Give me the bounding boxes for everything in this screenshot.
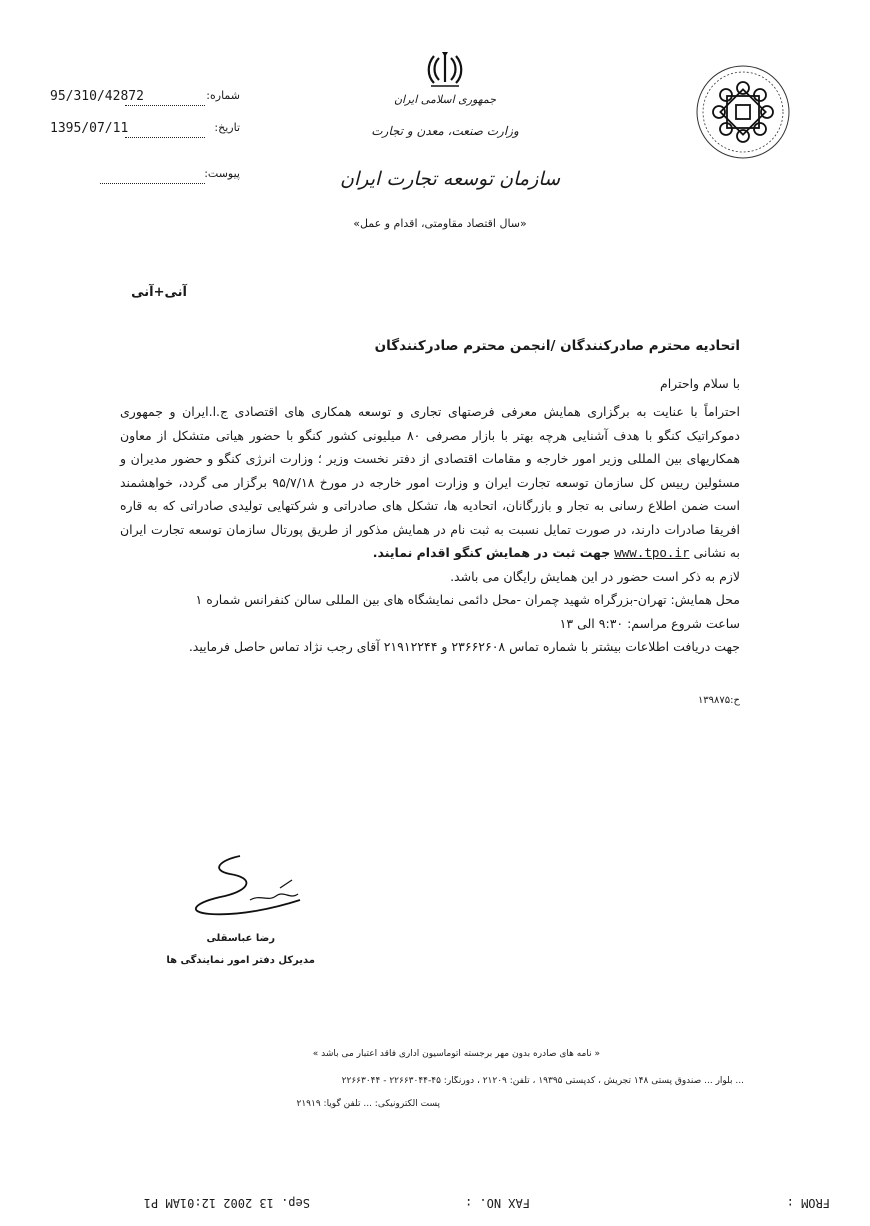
year-motto: «سال اقتصاد مقاومتی، اقدام و عمل» — [353, 217, 527, 230]
urgency-label: آنی+آنی — [131, 285, 187, 300]
footer-address: ... بلوار ... صندوق پستی ۱۴۸ تجریش ، کدپستی ۱۹۳۹۵ ، تلفن: ۲۱۲۰۹ ، دورنگار: ۴۵-۲۲۶۶۳۰۴۴ - ۲۲۶۶۳۰۴۴ — [341, 1076, 744, 1086]
letter-number-value: 95/310/42872 — [50, 89, 144, 104]
contact-line: جهت دریافت اطلاعات بیشتر با شماره تماس ۲۳۶۶۲۶۰۸ و ۲۱۹۱۲۲۴۴ آقای رجب نژاد تماس حاصل فرمایید. — [188, 639, 740, 654]
fax-datetime: Sep. 13 2002 12:01AM P1 — [143, 1196, 310, 1210]
fax-number: FAX NO. : — [464, 1196, 530, 1210]
venue-line: محل همایش: تهران-بزرگراه شهید چمران -محل دائمی نمایشگاه های بین المللی سالن کنفرانس شماره ۱ — [195, 592, 740, 607]
reference-code: ح:۱۳۹۸۷۵ — [697, 695, 740, 706]
dotted-line — [125, 105, 205, 106]
letter-body — [120, 400, 740, 659]
republic-title: جمهوری اسلامی ایران — [393, 93, 497, 106]
ministry-title: وزارت صنعت، معدن و تجارت — [371, 124, 519, 138]
organization-title: سازمان توسعه تجارت ایران — [340, 168, 560, 190]
dotted-line — [125, 137, 205, 138]
website-link[interactable]: www.tpo.ir — [614, 545, 690, 560]
fax-header-strip — [60, 1188, 830, 1210]
letter-date-field — [50, 121, 240, 141]
greeting: با سلام واحترام — [659, 376, 740, 391]
iran-emblem-icon — [425, 48, 465, 90]
letter-number-label: شماره: — [206, 89, 240, 102]
signatory-title: مدیرکل دفتر امور نمایندگی ها — [166, 955, 315, 966]
letter-date-label: تاریخ: — [214, 121, 240, 134]
time-line: ساعت شروع مراسم: ۹:۳۰ الی ۱۳ — [559, 615, 740, 631]
letter-attachment-field — [50, 167, 240, 187]
footer-email: پست الکترونیکی: ... تلفن گویا: ۲۱۹۱۹ — [296, 1099, 440, 1109]
recipient-line: اتحادیه محترم صادرکنندگان /انجمن محترم صادرکنندگان — [374, 338, 740, 354]
free-note: لازم به ذکر است حضور در این همایش رایگان می باشد. — [450, 568, 740, 584]
handwritten-signature — [180, 850, 320, 930]
body-paragraph: احتراماً با عنایت به برگزاری همایش معرفی فرصتهای تجاری و توسعه همکاری های اقتصادی ج.ا.ایران و جمهوری دموکراتیک کنگو با هدف آشنایی هرچه بهتر با بازار مصرفی ۸۰ میلیونی کشور کنگو با حضور هیاتی متشکل از معاون همکاریهای بین المللی وزیر امور خارجه و مقامات اقتصادی از دفتر نخست وزیر ؛ وزارت انرژی کنگو و حضور مدیران و مسئولین رییس کل سازمان توسعه تجارت ایران و وزارت امور خارجه در مورخ ۹۵/۷/۱۸ برگزار می گردد، خواهشمند است ضمن اطلاع رسانی به تجار و بازرگانان، اتحادیه ها، تشکل های صادراتی و شرکتهایی تولیدی صادراتی که به قاره افریقا صادرات دارند، در صورت تمایل نسبت به ثبت نام در همایش مذکور از طریق پورتال سازمان توسعه تجارت ایران به نشانی — [120, 404, 740, 560]
signatory-name: رضا عباسقلی — [206, 933, 275, 944]
letter-date-value: 1395/07/11 — [50, 121, 129, 136]
fax-from: FROM : — [786, 1196, 830, 1210]
footer-note: « نامه های صادره بدون مهر برجسته اتوماسیون اداری فاقد اعتبار می باشد » — [312, 1049, 600, 1059]
letter-number-field — [50, 89, 240, 109]
tpo-logo — [692, 62, 794, 162]
body-paragraph-end: جهت ثبت در همایش کنگو اقدام نمایند. — [372, 545, 611, 560]
letter-attachment-label: پیوست: — [204, 167, 240, 180]
dotted-line — [100, 183, 205, 184]
